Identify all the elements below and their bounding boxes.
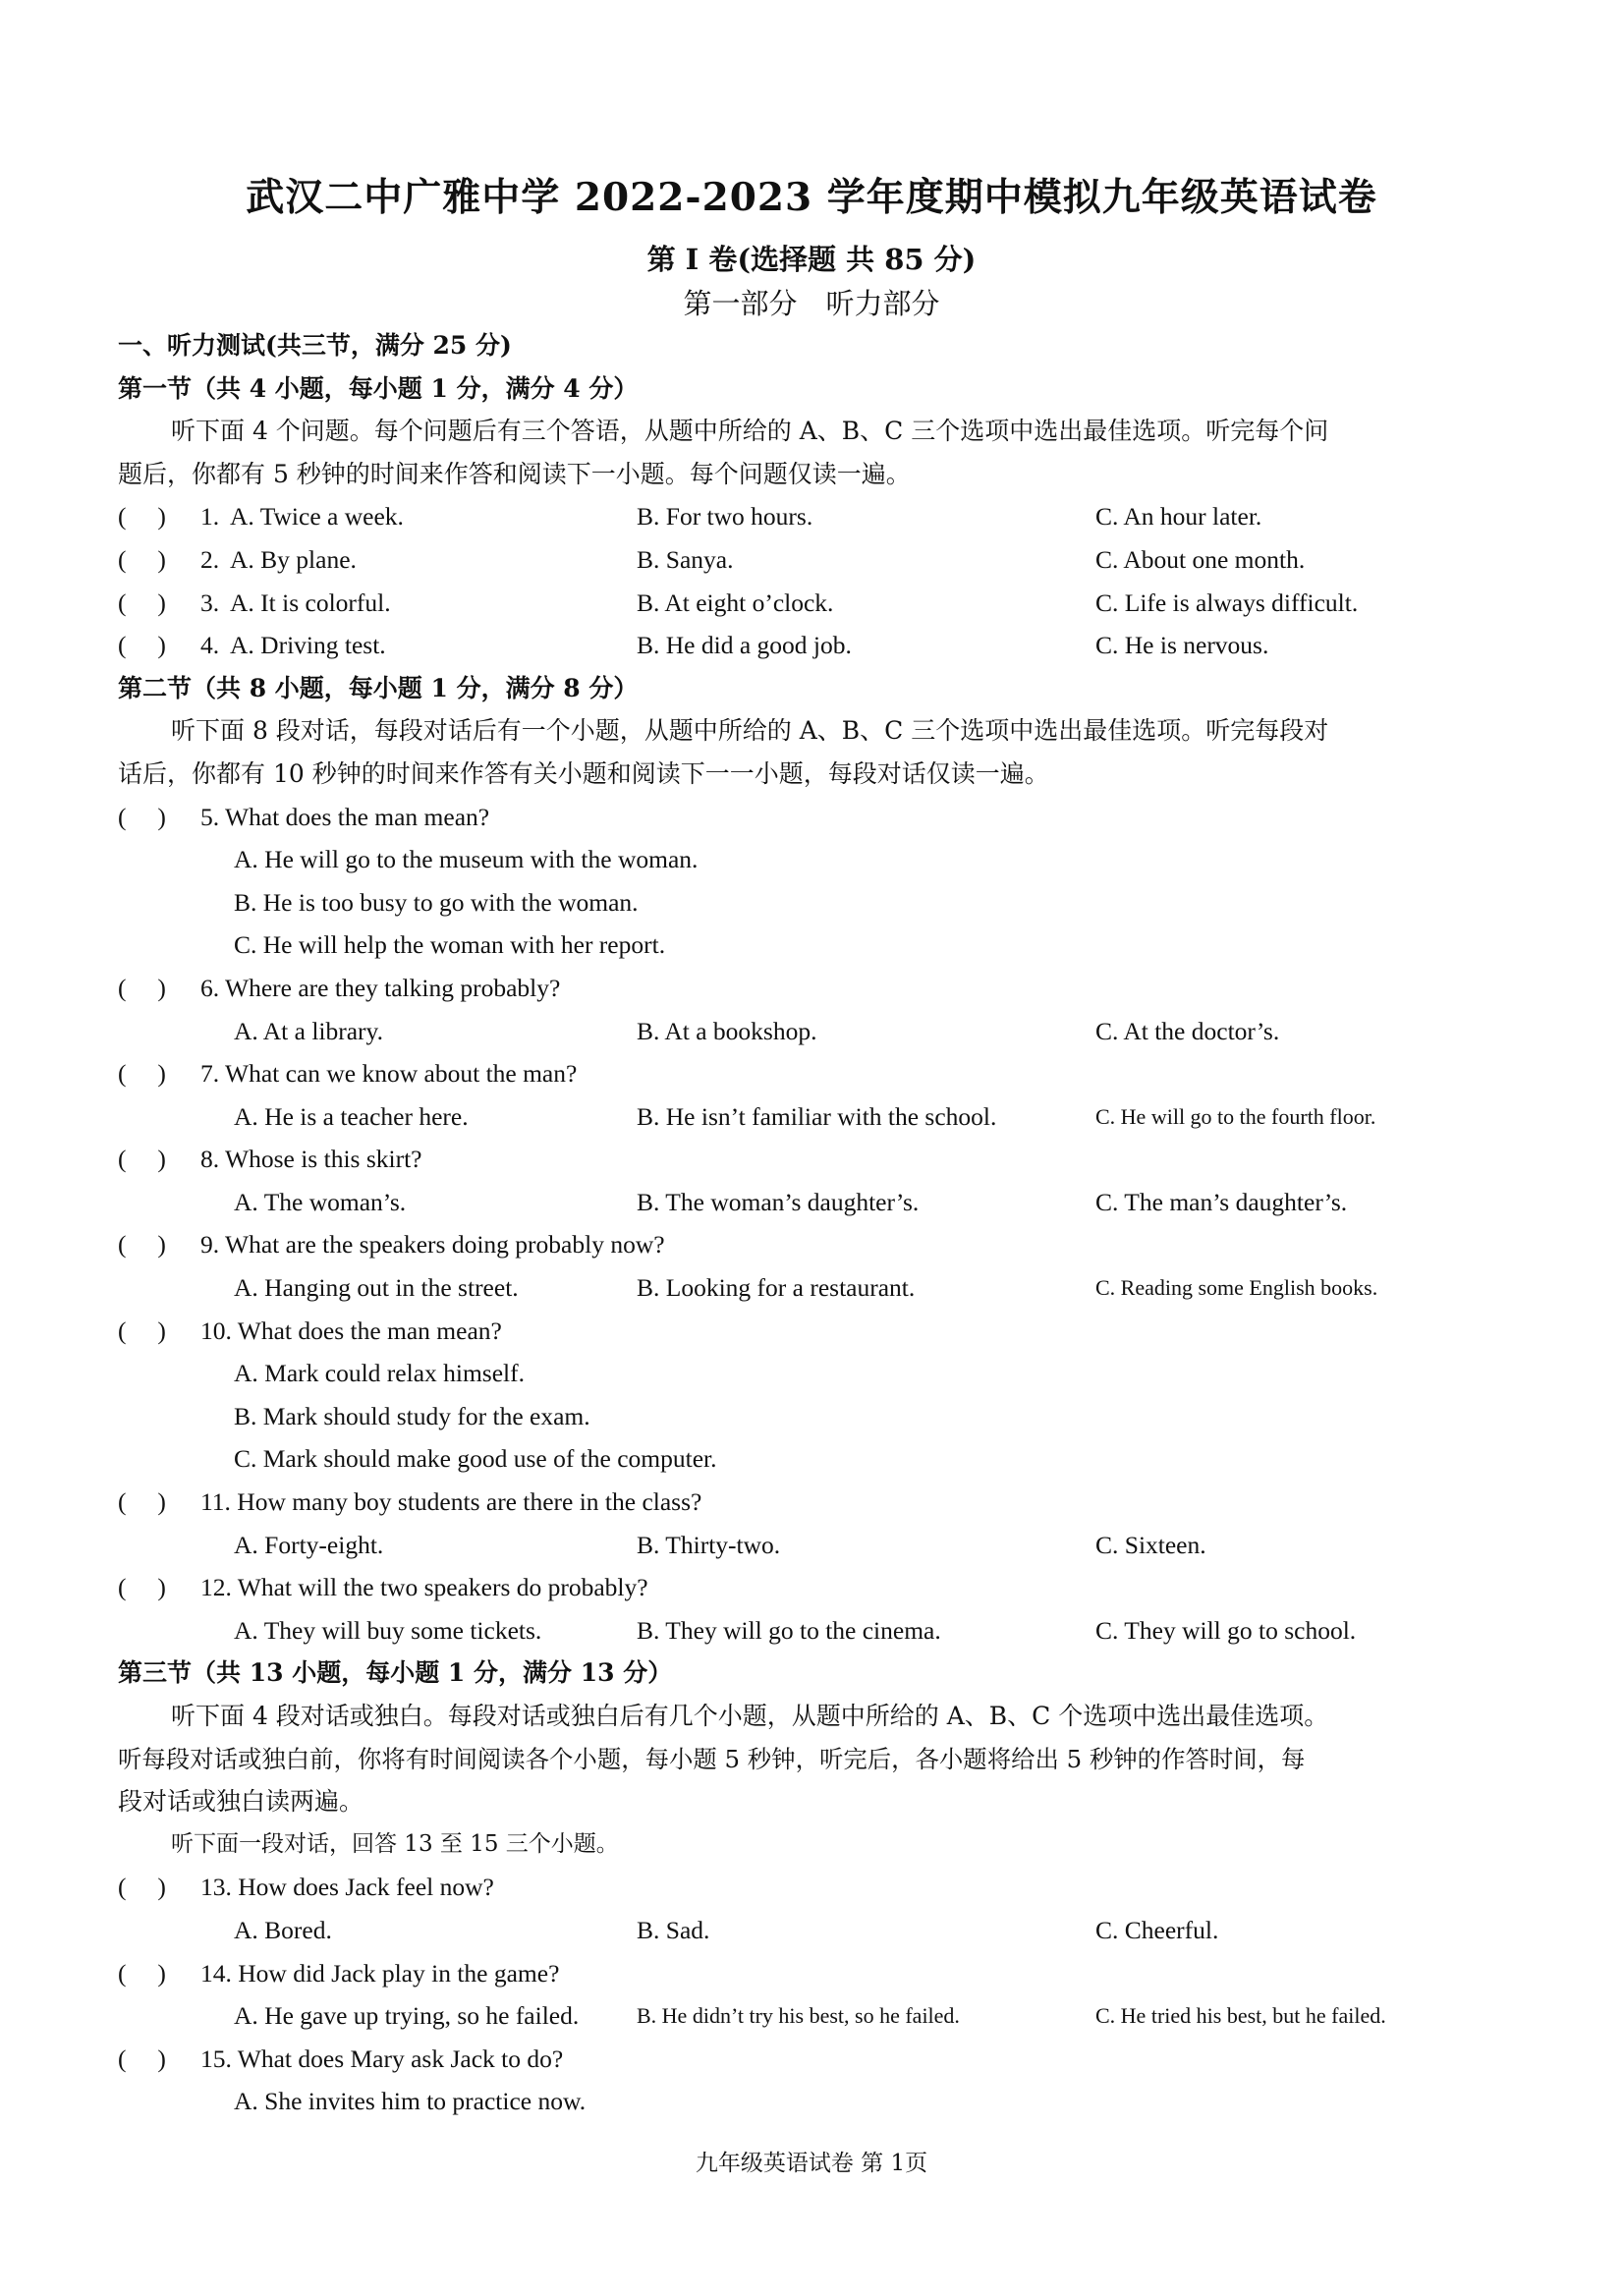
question-row [118, 1566, 1523, 1609]
question-row [118, 1223, 1523, 1266]
option-a: A. He will go to the museum with the woman. [234, 845, 699, 874]
question-number: 1. [200, 502, 220, 532]
question-text: 9. What are the speakers doing probably now? [200, 1230, 665, 1260]
option-a: A. The woman’s. [234, 1187, 407, 1216]
option-c: C. The man’s daughter’s. [1095, 1187, 1348, 1216]
option-row [118, 1395, 1523, 1438]
option-row [118, 1609, 1523, 1652]
option-row [118, 924, 1523, 967]
question-text: 5. What does the man mean? [200, 802, 490, 831]
option-c: C. Reading some English books. [1095, 1275, 1378, 1301]
question-number: 2. [200, 544, 220, 574]
question-row [118, 582, 1523, 625]
sec2-instruction: 听下面 8 段对话，每段对话后有一个小题，从题中所给的 A、B、C 三个选项中选出最佳选项。听完每段对 [171, 716, 1329, 746]
option-row [118, 1181, 1523, 1224]
option-a: A. He is a teacher here. [234, 1101, 469, 1131]
option-b: B. Thirty-two. [637, 1530, 781, 1559]
option-b: B. Sad. [637, 1915, 710, 1944]
sec3-instruction: 段对话或独白读两遍。 [118, 1787, 364, 1817]
option-b: B. He did a good job. [637, 631, 852, 660]
question-text: 7. What can we know about the man? [200, 1059, 578, 1089]
exam-content [118, 324, 1523, 2123]
option-c: C. Cheerful. [1095, 1915, 1219, 1944]
section-header: 一、听力测试(共三节，满分 25 分) [118, 331, 512, 360]
option-c: C. He will go to the fourth floor. [1095, 1103, 1376, 1129]
sec3-header: 第三节（共 13 小题，每小题 1 分，满分 13 分） [118, 1658, 673, 1688]
option-row [118, 2080, 1523, 2123]
option-c: C. He is nervous. [1095, 631, 1269, 660]
sec3-instruction: 听下面 4 段对话或独白。每段对话或独白后有几个小题，从题中所给的 A、B、C 个选项中选出最佳选项。 [171, 1702, 1329, 1730]
answer-blank[interactable]: ( ) [118, 544, 166, 574]
question-row [118, 1866, 1523, 1909]
option-c: C. An hour later. [1095, 502, 1262, 532]
answer-blank[interactable]: ( ) [118, 588, 166, 617]
question-row [118, 538, 1523, 582]
option-b: B. He didn’t try his best, so he failed. [637, 2003, 960, 2029]
sec1-header: 第一节（共 4 小题，每小题 1 分，满分 4 分） [118, 373, 639, 403]
answer-blank[interactable]: ( ) [118, 1230, 166, 1260]
option-b: B. At eight o’clock. [637, 588, 834, 617]
question-text: 12. What will the two speakers do probably? [200, 1573, 648, 1602]
page-footer: 九年级英语试卷 第 1页 [695, 2151, 928, 2176]
sec3-instruction: 听下面一段对话，回答 13 至 15 三个小题。 [171, 1830, 619, 1857]
option-c: C. He will help the woman with her report. [234, 930, 666, 960]
question-text: 13. How does Jack feel now? [200, 1873, 494, 1902]
exam-title: 武汉二中广雅中学 2022-2023 学年度期中模拟九年级英语试卷 [246, 175, 1377, 220]
sec2-header: 第二节（共 8 小题，每小题 1 分，满分 8 分） [118, 673, 639, 702]
option-a: A. Bored. [234, 1915, 332, 1944]
option-b: B. He isn’t familiar with the school. [637, 1101, 997, 1131]
option-a: A. Mark could relax himself. [234, 1359, 526, 1388]
option-a: A. Forty-eight. [234, 1530, 384, 1559]
question-row [118, 1138, 1523, 1181]
question-row [118, 1952, 1523, 1995]
sec3-instruction: 听每段对话或独白前，你将有时间阅读各个小题，每小题 5 秒钟，听完后，各小题将给出 5 秒钟的作答时间，每 [118, 1744, 1306, 1773]
option-b: B. They will go to the cinema. [637, 1615, 941, 1645]
option-c: C. He tried his best, but he failed. [1095, 2003, 1386, 2029]
answer-blank[interactable]: ( ) [118, 1059, 166, 1089]
question-row [118, 624, 1523, 667]
question-row [118, 495, 1523, 538]
option-b: B. Sanya. [637, 544, 734, 574]
option-a: A. He gave up trying, so he failed. [234, 2001, 580, 2031]
sec1-instruction: 题后，你都有 5 秒钟的时间来作答和阅读下一小题。每个问题仅读一遍。 [118, 459, 911, 488]
option-c: C. Life is always difficult. [1095, 588, 1359, 617]
option-b: B. For two hours. [637, 502, 813, 532]
option-a: A. Hanging out in the street. [234, 1273, 519, 1303]
option-row [118, 1994, 1523, 2038]
option-c: C. Mark should make good use of the computer. [234, 1444, 717, 1474]
option-b: B. At a bookshop. [637, 1016, 817, 1045]
answer-blank[interactable]: ( ) [118, 802, 166, 831]
option-c: C. About one month. [1095, 544, 1306, 574]
answer-blank[interactable]: ( ) [118, 1958, 166, 1988]
question-row [118, 1481, 1523, 1524]
question-text: 8. Whose is this skirt? [200, 1145, 422, 1174]
option-b: B. Looking for a restaurant. [637, 1273, 916, 1303]
answer-blank[interactable]: ( ) [118, 2044, 166, 2073]
option-c: C. Sixteen. [1095, 1530, 1206, 1559]
question-text: 11. How many boy students are there in the class? [200, 1487, 702, 1517]
option-b: B. Mark should study for the exam. [234, 1401, 590, 1430]
part-heading: 第一部分 听力部分 [683, 287, 940, 320]
volume-heading: 第 I 卷(选择题 共 85 分) [646, 243, 977, 276]
option-row [118, 1352, 1523, 1395]
option-a: A. At a library. [234, 1016, 384, 1045]
option-row [118, 1010, 1523, 1053]
option-row [118, 838, 1523, 881]
answer-blank[interactable]: ( ) [118, 973, 166, 1002]
question-row [118, 796, 1523, 839]
question-text: 10. What does the man mean? [200, 1316, 502, 1345]
option-a: A. By plane. [230, 544, 357, 574]
option-c: C. They will go to school. [1095, 1615, 1357, 1645]
option-a: A. Twice a week. [230, 502, 404, 532]
option-row [118, 1909, 1523, 1952]
option-a: A. They will buy some tickets. [234, 1615, 542, 1645]
option-row [118, 1437, 1523, 1481]
answer-blank[interactable]: ( ) [118, 1145, 166, 1174]
option-a: A. Driving test. [230, 631, 386, 660]
answer-blank[interactable]: ( ) [118, 502, 166, 532]
option-b: B. The woman’s daughter’s. [637, 1187, 920, 1216]
question-row [118, 1310, 1523, 1353]
answer-blank[interactable]: ( ) [118, 1316, 166, 1345]
answer-blank[interactable]: ( ) [118, 1573, 166, 1602]
question-text: 15. What does Mary ask Jack to do? [200, 2044, 564, 2073]
option-a: A. It is colorful. [230, 588, 391, 617]
option-b: B. He is too busy to go with the woman. [234, 887, 639, 917]
sec1-instruction: 听下面 4 个问题。每个问题后有三个答语，从题中所给的 A、B、C 三个选项中选出最佳选项。听完每个问 [171, 417, 1329, 446]
answer-blank[interactable]: ( ) [118, 631, 166, 660]
answer-blank[interactable]: ( ) [118, 1873, 166, 1902]
option-c: C. At the doctor’s. [1095, 1016, 1280, 1045]
question-row [118, 1052, 1523, 1095]
question-number: 3. [200, 588, 220, 617]
option-row [118, 1524, 1523, 1567]
question-number: 4. [200, 631, 220, 660]
option-a: A. She invites him to practice now. [234, 2087, 587, 2116]
answer-blank[interactable]: ( ) [118, 1487, 166, 1517]
question-row [118, 967, 1523, 1010]
option-row [118, 1266, 1523, 1310]
question-text: 14. How did Jack play in the game? [200, 1958, 560, 1988]
question-row [118, 2038, 1523, 2081]
option-row [118, 1095, 1523, 1139]
option-row [118, 881, 1523, 924]
sec2-instruction: 话后，你都有 10 秒钟的时间来作答有关小题和阅读下一一小题，每段对话仅读一遍。 [118, 758, 1049, 788]
question-text: 6. Where are they talking probably? [200, 973, 561, 1002]
